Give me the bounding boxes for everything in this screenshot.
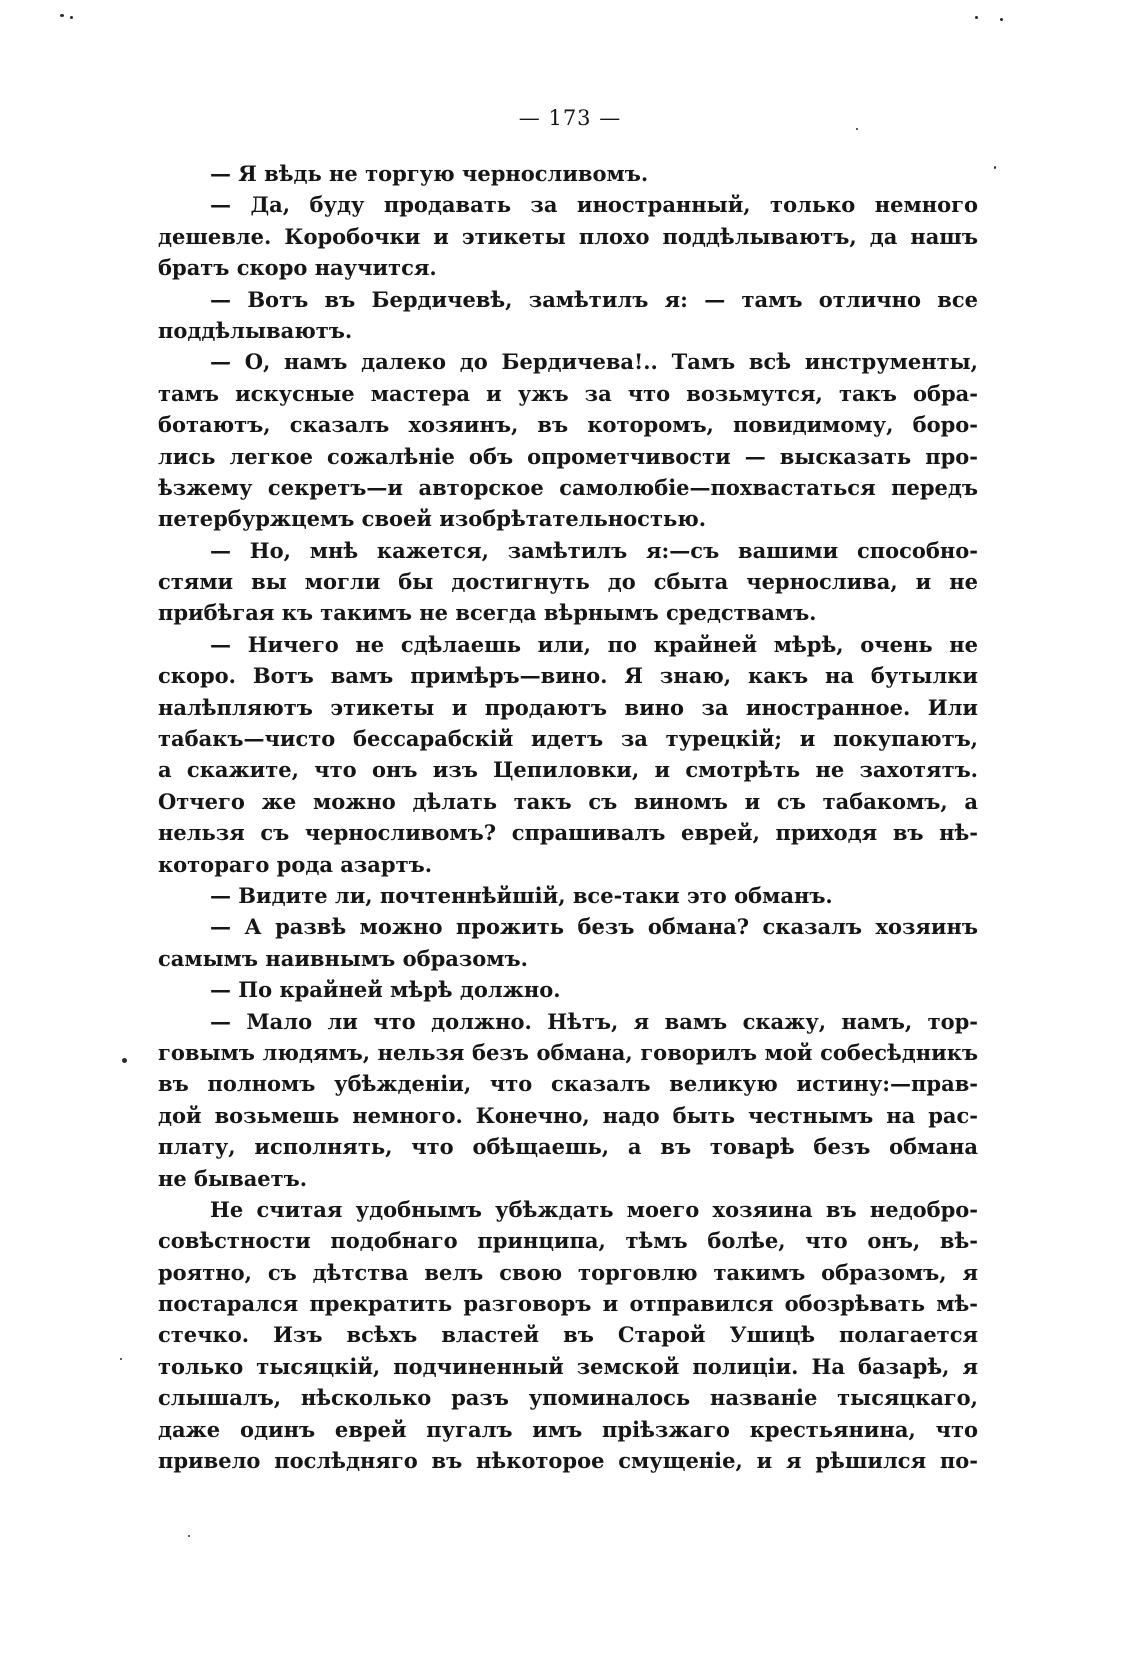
text-line: — Да, буду продавать за иностранный, только немного <box>210 192 978 218</box>
text-line: дой возьмешь немного. Конечно, надо быть честнымъ на рас- <box>158 1102 978 1128</box>
text-line: совѣстности подобнаго принципа, тѣмъ болѣе, что онъ, вѣ- <box>158 1228 978 1254</box>
text-line: скоро. Вотъ вамъ примѣръ—вино. Я знаю, какъ на бутылки <box>158 663 978 689</box>
text-line: дешевле. Коробочки и этикеты плохо поддѣлываютъ, да нашъ <box>158 223 978 249</box>
scan-speck <box>188 1535 190 1537</box>
text-line: — Ничего не сдѣлаешь или, по крайней мѣрѣ, очень не <box>210 631 978 657</box>
text-line: Не считая удобнымъ убѣждать моего хозяина въ недобро- <box>210 1196 978 1222</box>
text-line: — Вотъ въ Бердичевѣ, замѣтилъ я: — тамъ отлично все <box>210 286 978 312</box>
scan-speck <box>994 166 996 169</box>
text-line: — О, намъ далеко до Бердичева!.. Тамъ всѣ инструменты, <box>210 349 978 375</box>
text-line: братъ скоро научится. <box>158 255 437 281</box>
text-line: слышалъ, нѣсколько разъ упоминалось названіе тысяцкаго, <box>158 1385 978 1411</box>
text-line: только тысяцкій, подчиненный земской полиціи. На базарѣ, я <box>158 1353 978 1379</box>
text-line: въ полномъ убѣжденіи, что сказалъ великую истину:—прав- <box>158 1071 978 1097</box>
text-line: — Мало ли что должно. Нѣтъ, я вамъ скажу, намъ, тор- <box>210 1008 978 1034</box>
scan-speck <box>60 14 64 17</box>
text-line: котораго рода азартъ. <box>158 851 433 877</box>
scan-speck <box>122 1058 127 1063</box>
body-text <box>158 158 978 1476</box>
text-line: — А развѣ можно прожить безъ обмана? сказалъ хозяинъ <box>210 914 978 940</box>
text-line: — По крайней мѣрѣ должно. <box>210 977 561 1003</box>
text-line: ботаютъ, сказалъ хозяинъ, въ которомъ, повидимому, боро- <box>158 412 978 438</box>
text-line: привело послѣдняго въ нѣкоторое смущеніе, и я рѣшился по- <box>158 1448 978 1474</box>
scan-speck <box>856 128 858 130</box>
scan-speck <box>70 16 73 19</box>
scan-speck <box>1000 18 1003 21</box>
text-line: прибѣгая къ такимъ не всегда вѣрнымъ средствамъ. <box>158 600 817 626</box>
text-line: — Я вѣдь не торгую черносливомъ. <box>210 161 649 186</box>
text-line: а скажите, что онъ изъ Цепиловки, и смотрѣть не захотятъ. <box>158 757 978 783</box>
text-line: тамъ искусные мастера и ужъ за что возьмутся, такъ обра- <box>158 380 978 406</box>
text-line: петербуржцемъ своей изобрѣтательностью. <box>158 506 707 532</box>
text-line: не бываетъ. <box>158 1165 308 1191</box>
text-line: даже одинъ еврей пугалъ имъ пріѣзжаго крестьянина, что <box>158 1416 978 1442</box>
scan-speck <box>975 16 978 19</box>
scan-speck <box>120 1358 122 1360</box>
text-line: постарался прекратить разговоръ и отправился обозрѣвать мѣ- <box>158 1291 978 1317</box>
text-line: плату, исполнять, что обѣщаешь, а въ товарѣ безъ обмана <box>158 1134 978 1160</box>
text-line: роятно, съ дѣтства велъ свою торговлю такимъ образомъ, я <box>158 1259 978 1285</box>
text-line: — Но, мнѣ кажется, замѣтилъ я:—съ вашими способно- <box>210 537 978 563</box>
text-line: Отчего же можно дѣлать такъ съ виномъ и съ табакомъ, а <box>158 788 978 814</box>
text-line: ѣзжему секретъ—и авторское самолюбіе—похвастаться передъ <box>158 474 978 500</box>
text-line: лись легкое сожалѣніе объ опрометчивости — высказать про- <box>158 443 978 469</box>
text-line: самымъ наивнымъ образомъ. <box>158 945 528 971</box>
text-line: стями вы могли бы достигнуть до сбыта чернослива, и не <box>158 569 978 595</box>
text-line: табакъ—чисто бессарабскій идетъ за турецкій; и покупаютъ, <box>158 726 978 752</box>
page-number: — 173 — <box>518 106 622 130</box>
text-line: налѣпляютъ этикеты и продаютъ вино за иностранное. Или <box>158 694 978 720</box>
text-line: стечко. Изъ всѣхъ властей въ Старой Ушицѣ полагается <box>158 1322 978 1348</box>
text-line: говымъ людямъ, нельзя безъ обмана, говорилъ мой собесѣдникъ <box>158 1039 978 1065</box>
text-line: — Видите ли, почтеннѣйшій, все-таки это обманъ. <box>210 882 833 908</box>
text-line: нельзя съ черносливомъ? спрашивалъ еврей, приходя въ нѣ- <box>158 820 978 846</box>
text-line: поддѣлываютъ. <box>158 317 353 343</box>
